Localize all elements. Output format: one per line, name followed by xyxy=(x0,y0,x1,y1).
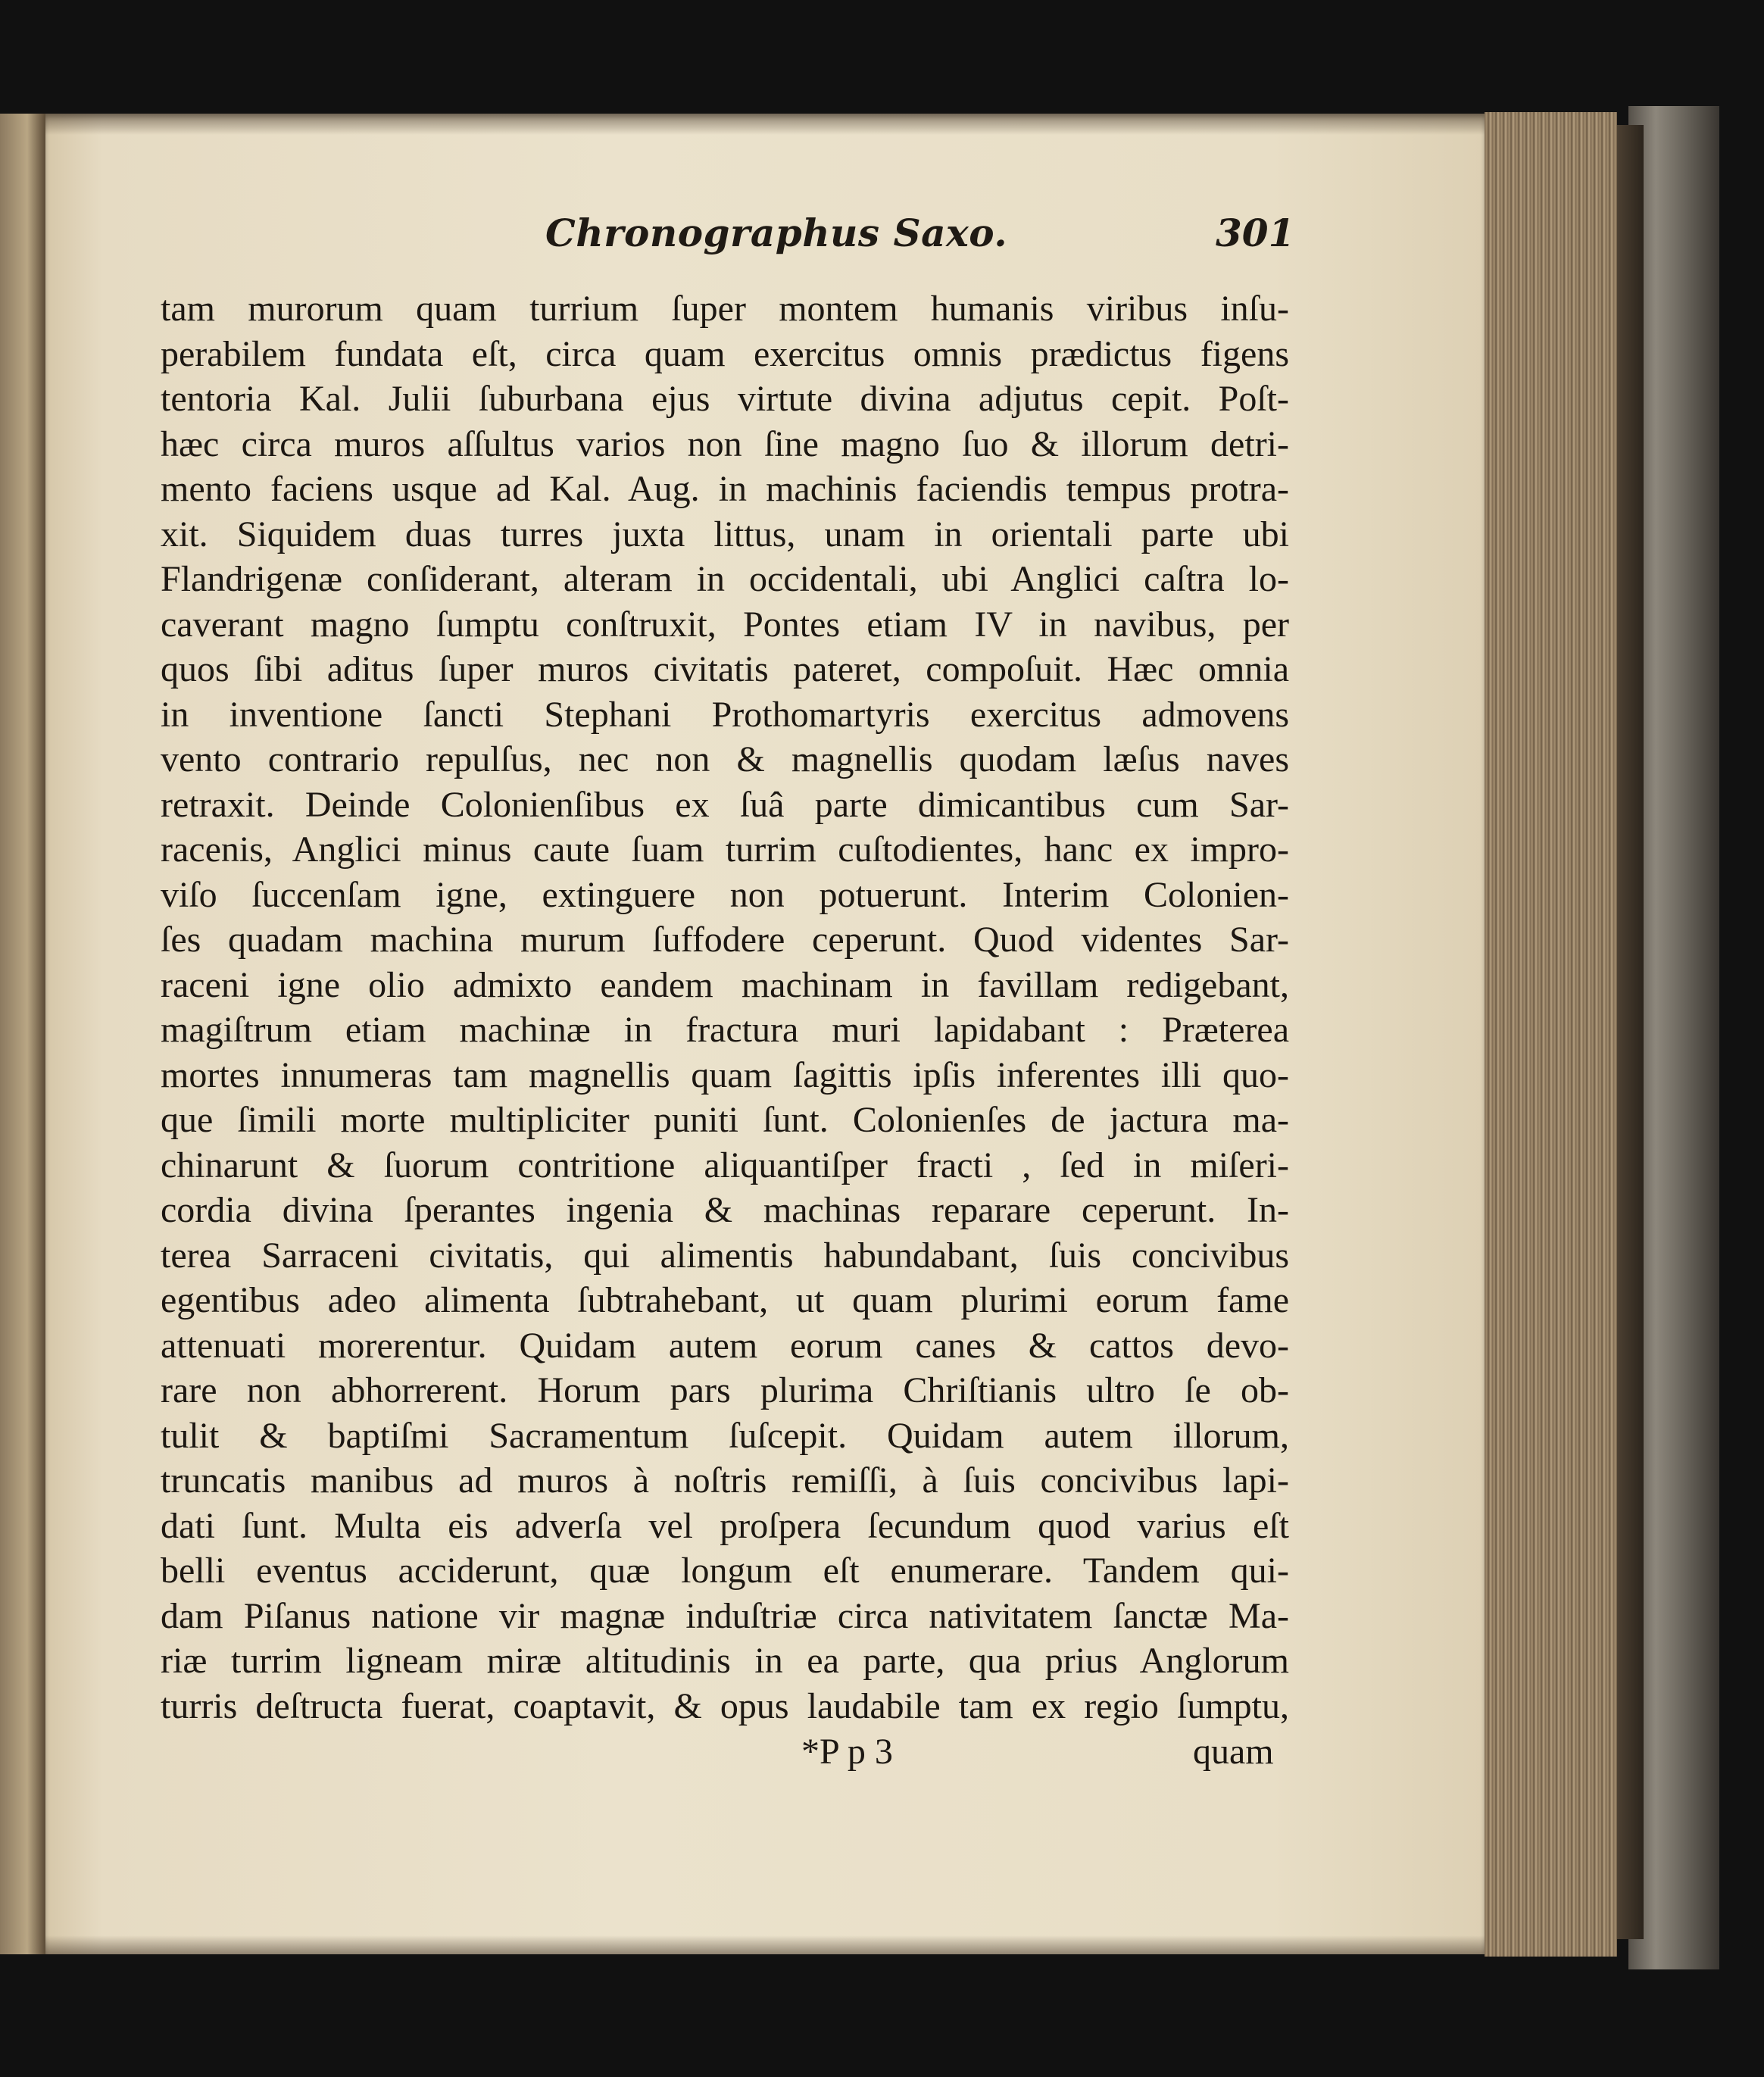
text-line: chinarunt & ſuorum contritione aliquantiſper fracti , ſed in miſeri- xyxy=(161,1145,1289,1185)
left-page-edge xyxy=(0,114,45,1954)
text-line: Flandrigenæ conſiderant, alteram in occidentali, ubi Anglici caſtra lo- xyxy=(161,559,1289,599)
text-line: mortes innumeras tam magnellis quam ſagittis ipſis inferentes illi quo- xyxy=(161,1054,1289,1095)
text-line: retraxit. Deinde Colonienſibus ex ſuâ parte dimicantibus cum Sar- xyxy=(161,784,1289,825)
text-line: raceni igne olio admixto eandem machinam in favillam redigebant, xyxy=(161,964,1289,1005)
text-line: caverant magno ſumptu conſtruxit, Pontes etiam IV in navibus, per xyxy=(161,604,1289,645)
text-line: truncatis manibus ad muros à noſtris remiſſi, à ſuis concivibus lapi- xyxy=(161,1460,1289,1501)
text-line: egentibus adeo alimenta ſubtrahebant, ut quam plurimi eorum fame xyxy=(161,1280,1289,1320)
text-line: attenuati morerentur. Quidam autem eorum canes & cattos devo- xyxy=(161,1325,1289,1366)
text-line: in inventione ſancti Stephani Prothomartyris exercitus admovens xyxy=(161,694,1289,735)
catchword: quam xyxy=(1193,1732,1274,1772)
signature-mark: *P p 3 xyxy=(801,1732,893,1772)
text-line: tulit & baptiſmi Sacramentum ſuſcepit. Quidam autem illorum, xyxy=(161,1415,1289,1456)
text-line: tentoria Kal. Julii ſuburbana ejus virtute divina adjutus cepit. Poſt- xyxy=(161,379,1289,419)
running-head: Chronographus Saxo. xyxy=(545,211,1008,255)
text-line: xit. Siquidem duas turres juxta littus, unam in orientali parte ubi xyxy=(161,514,1289,554)
page-number: 301 xyxy=(1216,211,1295,255)
text-line: cordia divina ſperantes ingenia & machinas reparare ceperunt. In- xyxy=(161,1190,1289,1230)
text-line: terea Sarraceni civitatis, qui alimentis habundabant, ſuis concivibus xyxy=(161,1235,1289,1276)
text-line: vento contrario repulſus, nec non & magnellis quodam læſus naves xyxy=(161,739,1289,779)
page-top-shadow xyxy=(45,114,1485,135)
text-line: viſo ſuccenſam igne, extinguere non potuerunt. Interim Colonien- xyxy=(161,874,1289,915)
text-line: magiſtrum etiam machinæ in fractura muri lapidabant : Præterea xyxy=(161,1010,1289,1050)
text-line: belli eventus acciderunt, quæ longum eſt enumerare. Tandem qui- xyxy=(161,1551,1289,1591)
body-text xyxy=(161,286,1289,1729)
text-line: perabilem fundata eſt, circa quam exercitus omnis prædictus figens xyxy=(161,333,1289,374)
text-line: racenis, Anglici minus caute ſuam turrim cuſtodientes, hanc ex impro- xyxy=(161,829,1289,870)
text-line: rare non abhorrerent. Horum pars plurima Chriſtianis ultro ſe ob- xyxy=(161,1370,1289,1410)
text-line: mento faciens usque ad Kal. Aug. in machinis faciendis tempus protra- xyxy=(161,469,1289,509)
text-line: ſes quadam machina murum ſuffodere ceperunt. Quod videntes Sar- xyxy=(161,920,1289,960)
text-line: turris deſtructa fuerat, coaptavit, & opus laudabile tam ex regio ſumptu, xyxy=(161,1685,1289,1726)
text-line: quos ſibi aditus ſuper muros civitatis pateret, compoſuit. Hæc omnia xyxy=(161,649,1289,689)
page-bottom-shadow xyxy=(45,1935,1485,1954)
text-line: riæ turrim ligneam miræ altitudinis in ea parte, qua prius Anglorum xyxy=(161,1641,1289,1681)
text-line: hæc circa muros aſſultus varios non ſine magno ſuo & illorum detri- xyxy=(161,423,1289,464)
text-line: que ſimili morte multipliciter puniti ſunt. Colonienſes de jactura ma- xyxy=(161,1100,1289,1140)
text-line: dam Piſanus natione vir magnæ induſtriæ circa nativitatem ſanctæ Ma- xyxy=(161,1595,1289,1636)
fore-edge-shadow xyxy=(1617,125,1644,1939)
text-line: dati ſunt. Multa eis adverſa vel proſpera ſecundum quod varius eſt xyxy=(161,1505,1289,1546)
text-line: tam murorum quam turrium ſuper montem humanis viribus inſu- xyxy=(161,289,1289,329)
page-fore-edge xyxy=(1485,112,1617,1957)
